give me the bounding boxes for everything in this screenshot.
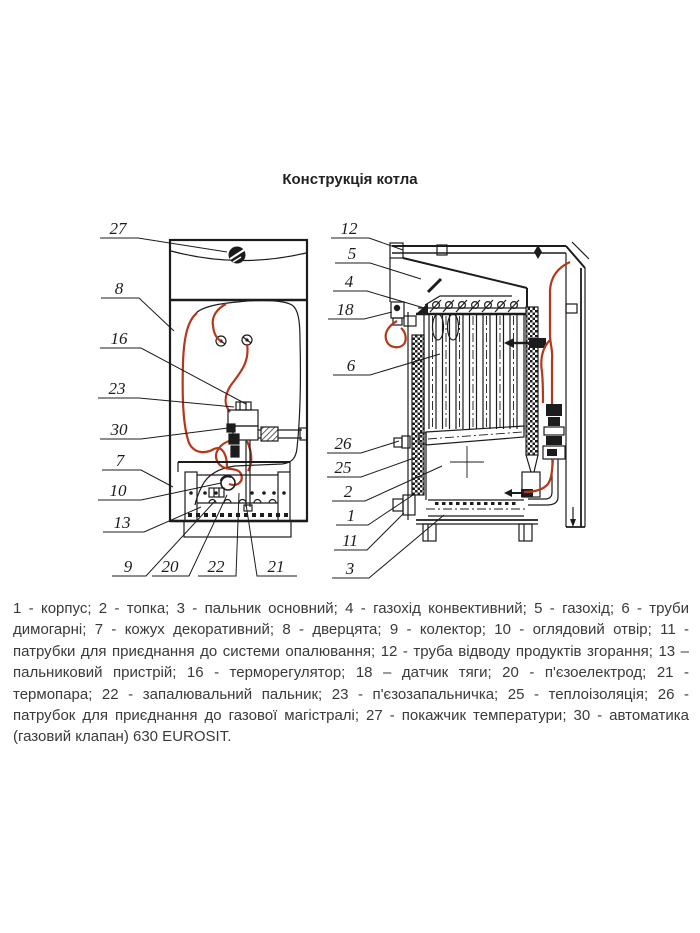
callout-20: 20 [161, 557, 179, 576]
callout-5: 5 [347, 244, 357, 263]
callout-18: 18 [336, 300, 354, 319]
gas-valve [227, 402, 258, 457]
boiler-side-view [386, 242, 589, 541]
pilot-burner [209, 476, 235, 497]
callout-11: 11 [342, 531, 358, 550]
side-gas-valve [543, 404, 565, 459]
callout-23: 23 [108, 379, 126, 398]
rear-wall [566, 242, 589, 527]
main-burner [426, 500, 526, 516]
callout-12: 12 [340, 219, 358, 238]
left-wall-insulation [408, 312, 424, 520]
flue-duct [390, 243, 566, 259]
callout-26: 26 [334, 434, 352, 453]
callout-21: 21 [267, 557, 285, 576]
callout-16: 16 [110, 329, 128, 348]
callout-4: 4 [344, 272, 354, 291]
page-title: Конструкція котла [282, 171, 418, 188]
callout-7: 7 [115, 451, 125, 470]
door-outline [195, 300, 300, 505]
capillary-tubes [183, 304, 252, 485]
callout-27: 27 [109, 219, 127, 238]
callout-6: 6 [346, 356, 356, 375]
right-insulation [522, 307, 540, 497]
callout-8: 8 [114, 279, 124, 298]
smoke-tubes [424, 314, 524, 430]
callout-13: 13 [113, 513, 131, 532]
gas-pipe [258, 427, 307, 441]
callout-22: 22 [207, 557, 225, 576]
callout-3: 3 [345, 559, 355, 578]
parts-legend: 1 - корпус; 2 - топка; 3 - пальник основний; 4 - газохід конвективний; 5 - газохід; 6 - труби димогарні; 7 - кожух декоративний; 8 - дверцята; 9 - колектор; 10 - оглядовий отвір; 11 - патрубки для приєднання до системи опалювання; 12 - труба відводу продуктів згорання; 13 – пальниковий пристрій; 16 - терморегулятор; 18 – датчик тяги; 20 - п'єзоелектрод; 21 - термопара; 22 - запалювальний пальник; 23 - п'єзозапальничка; 25 - теплоізоляція; 26 - патрубок для приєднання до газової магістралі; 27 - покажчик температури; 30 - автоматика (газовий клапан) 630 EUROSIT. [13, 600, 689, 746]
turbulator-hooks [430, 300, 519, 312]
middle-slab [419, 426, 524, 445]
callout-9: 9 [123, 557, 133, 576]
callouts-front [98, 219, 297, 576]
boiler-front-view [170, 240, 307, 537]
bottom-flow-arrow [504, 489, 533, 497]
callout-1: 1 [346, 506, 356, 525]
collector-frame [178, 462, 290, 521]
callout-25: 25 [334, 458, 352, 477]
callout-2: 2 [343, 482, 353, 501]
temperature-gauge [229, 247, 246, 264]
firebox [426, 445, 484, 500]
heating-stub [393, 495, 415, 515]
front-body [170, 240, 307, 521]
callout-30: 30 [110, 420, 128, 439]
callout-10: 10 [109, 481, 127, 500]
